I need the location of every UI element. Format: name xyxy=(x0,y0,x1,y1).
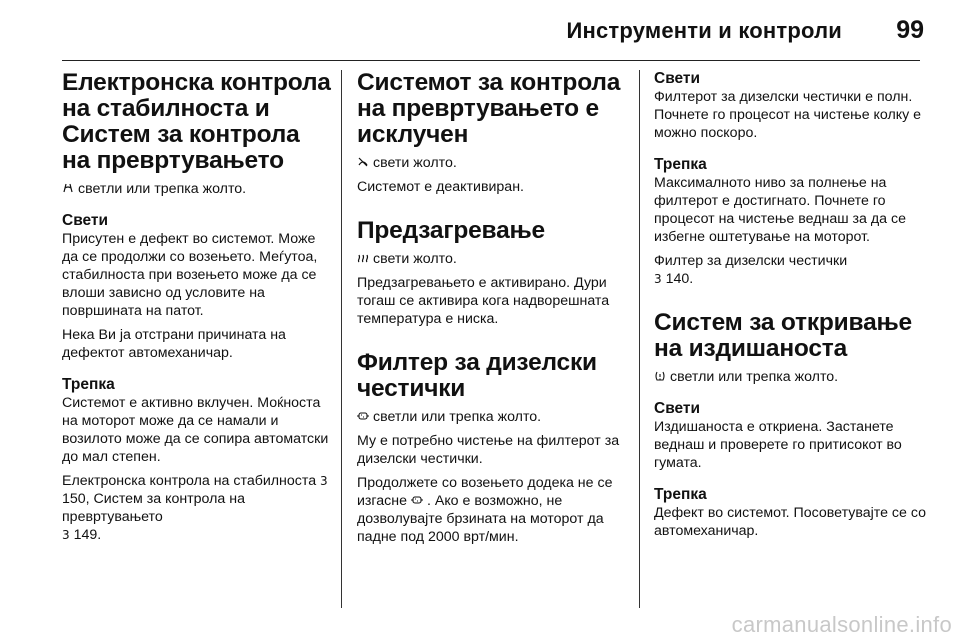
tire-deflation-intro: светли или трепка жолто. xyxy=(654,368,926,386)
esc-reference: Електронска контрола на стабилноста 3 150, Систем за контрола на превртувањето 3 149. xyxy=(62,473,328,543)
glow-plug-icon xyxy=(357,252,369,264)
preheating-text: Предзагревањето е активирано. Дури тогаш се активира кога надворешната температура е ниска. xyxy=(357,275,610,327)
dpf-intro: светли или трепка жолто. xyxy=(357,408,629,426)
section-title: Инструменти и контроли xyxy=(566,18,842,43)
tire-flash-text: Дефект во системот. Посоветувајте се со автомеханичар. xyxy=(654,505,926,539)
dpf-on-subheading: Свети xyxy=(654,70,701,87)
preheating-heading: Предзагревање xyxy=(357,217,545,244)
esc-on-subheading: Свети xyxy=(62,212,109,229)
rollover-off-heading: Системот за контрола на превртувањето е исклучен xyxy=(357,69,621,148)
dpf-on-text: Филтерот за дизелски честички е полн. Почнете го процесот на чистење колку е можно поскоро. xyxy=(654,89,922,141)
esc-intro: светли или трепка жолто. xyxy=(62,180,334,198)
column-divider-1 xyxy=(341,70,342,608)
tire-deflation-heading: Систем за откривање на издишаноста xyxy=(654,309,912,362)
column-3 xyxy=(654,70,926,546)
column-divider-2 xyxy=(639,70,640,608)
esc-flash-text: Системот е активно вклучен. Моќноста на моторот може да се намали и возилото може да се сопира автоматски до мал степен. xyxy=(62,395,329,465)
dpf-icon xyxy=(357,410,369,422)
page-ref-icon: 3 xyxy=(320,474,328,488)
rollover-off-icon xyxy=(357,156,369,168)
header-divider xyxy=(62,60,920,61)
dpf-heading: Филтер за дизелски честички xyxy=(357,349,597,402)
watermark: carmanualsonline.info xyxy=(731,612,952,637)
rollover-off-text: Системот е деактивиран. xyxy=(357,179,524,195)
page-ref-icon: 3 xyxy=(62,528,70,542)
dpf-reference: Филтер за дизелски честички 3 140. xyxy=(654,253,848,287)
tire-pressure-icon xyxy=(654,370,666,382)
page-number: 99 xyxy=(896,16,924,44)
tire-on-text: Издишаноста е откриена. Застанете веднаш и проверете го притисокот во гумата. xyxy=(654,419,902,471)
dpf-icon xyxy=(411,494,423,506)
column-1 xyxy=(62,70,334,550)
rollover-off-intro: свети жолто. xyxy=(357,154,629,172)
column-2 xyxy=(357,70,629,552)
dpf-advice: Продолжете со возењето додека не се изгасне . Ако е возможно, не дозволувајте брзината на моторот да падне под 2000 врт/мин. xyxy=(357,475,613,545)
esc-on-advice: Нека Ви ја отстрани причината на дефектот автомеханичар. xyxy=(62,327,286,361)
esc-flash-subheading: Трепка xyxy=(62,376,115,393)
page-header xyxy=(0,0,960,62)
dpf-text: Му е потребно чистење на филтерот за дизелски честички. xyxy=(357,433,620,467)
esc-on-text: Присутен е дефект во системот. Може да се продолжи со возењето. Меѓутоа, стабилноста при возењето може да се влоши зависно од условите на површината на патот. xyxy=(62,231,318,319)
page-ref-icon: 3 xyxy=(654,272,662,286)
tire-on-subheading: Свети xyxy=(654,400,701,417)
preheating-intro: свети жолто. xyxy=(357,250,629,268)
dpf-flash-subheading: Трепка xyxy=(654,156,707,173)
tire-flash-subheading: Трепка xyxy=(654,486,707,503)
esc-warning-icon xyxy=(62,182,74,194)
dpf-flash-text: Максималното ниво за полнење на филтерот е достигнато. Почнете го процесот на чистење веднаш за да се избегне оштетување на моторот. xyxy=(654,175,906,245)
esc-heading: Електронска контрола на стабилноста и Систем за контрола на превртувањето xyxy=(62,69,331,174)
